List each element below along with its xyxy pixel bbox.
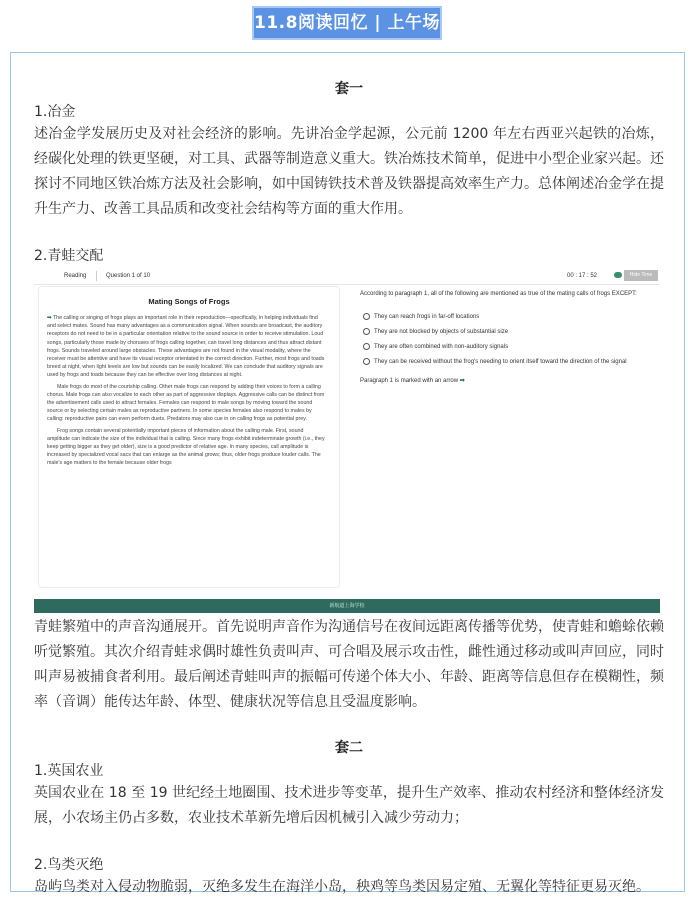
passage-paragraph-2: Male frogs do most of the courtship calling. Other male frogs can respond by adding their voices to form a calling chorus. Male frogs can also vocalize to each other as part of aggressive displays. Aggressive calls can be distinct from the advertisement calls used to attract females. Females can respond to male songs by moving toward the sound source or by selecting certain males as reproductive partners. In some species females also respond to males by calling: reproductive pairs can even perform duets. Predators may also cue in on calling frogs as potential prey. (47, 383, 325, 423)
embedded-test-screenshot (34, 268, 660, 613)
paragraph-note: Paragraph 1 is marked with an arrow ➡ (360, 378, 465, 384)
radio-icon (363, 343, 370, 350)
test-timer: 00 : 17 : 52 (567, 273, 598, 279)
set2-item2-title: 2.鸟类灭绝 (34, 857, 104, 873)
set1-item1-text: 述冶金学发展历史及对社会经济的影响。先讲冶金学起源，公元前 1200 年左右西亚兴起铁的冶炼，经碳化处理的铁更坚硬，对工具、武器等制造意义重大。铁冶炼技术简单，促进中小型企业家兴起。还探讨不同地区铁冶炼方法及社会影响，如中国铸铁技术普及铁器提高效率生产力。总体阐述冶金学在提升生产力、改善工具品质和改变社会结构等方面的重大作用。 (34, 126, 664, 217)
set1-item2-text: 青蛙繁殖中的声音沟通展开。首先说明声音作为沟通信号在夜间远距离传播等优势，使青蛙和蟾蜍依赖听觉繁殖。其次介绍青蛙求偶时雄性负责叫声、可合唱及展示攻击性，雌性通过移动或叫声回应，同时叫声易被捕食者利用。最后阐述青蛙叫声的振幅可传递个体大小、年龄、距离等信息但存在模糊性，频率（音调）能传达年龄、体型、健康状况等信息且受温度影响。 (34, 619, 664, 710)
set2-item1-title: 1.英国农业 (34, 763, 104, 779)
radio-icon (363, 328, 370, 335)
set2-item1-text: 英国农业在 18 至 19 世纪经土地圈围、技术进步等变革，提升生产效率、推动农村经济和整体经济发展，小农场主仍占多数，农业技术革新先增后因机械引入减少劳动力； (34, 785, 664, 826)
answer-option: They are often combined with non-auditory signals (360, 343, 650, 352)
test-question-counter: Question 1 of 10 (106, 273, 151, 279)
main-content (34, 60, 664, 900)
arrow-icon: ➡ (459, 378, 465, 384)
passage-paragraph-3: Frog songs contain several potentially important pieces of information about the calling male. First, sound amplitude can indicate the size of the individual that is calling. Since many frogs exhibit indeterminate growth (i.e., they keep getting bigger as they get older), size is a good predictor of relative age. In many species, call amplitude is increased by specialized vocal sacs that can enlarge as the animal grows; thus, older frogs produce louder calls. The male's age matters to the female because older frogs (47, 427, 325, 467)
set1-item2-title: 2.青蛙交配 (34, 248, 104, 264)
test-footer: 新航道上海学校 (34, 599, 660, 613)
page-banner: 11.8阅读回忆 | 上午场 (252, 6, 442, 40)
set2-item2-text: 岛屿鸟类对入侵动物脆弱，灭绝多发生在海洋小岛，秧鸡等鸟类因易定殖、无翼化等特征更易灭绝。 (34, 879, 650, 895)
question-stem: According to paragraph 1, all of the following are mentioned as true of the mating calls of frogs EXCEPT: (360, 291, 637, 297)
set1-title: 套一 (335, 81, 363, 97)
hide-time-button: Hide Time (624, 270, 658, 281)
passage-paragraph-1: ➡ The calling or singing of frogs plays an important role in their reproduction—specifically, in helping individuals find and select mates. Sound has many advantages as a communication signal. When sounds are broadcast, the auditory receptors do not need to be in a particular orientation relative to the sound source in order to receive stimulation. Loud songs, particularly those made by choruses of frogs calling together, can travel long distances and thus attract distant frogs. Sounds traveled around large obstacles. These advantages are not found in the visual modality, where the receiver must be attentive and have its visual receptor orientated in the correct direction. Further, most frogs and toads breed at night, when light levels are low but sounds can be easily localized. We can conclude that auditory signals are used by frogs and toads because they can be effective over long distances at night. (47, 315, 325, 379)
passage-panel (38, 286, 340, 588)
timer-toggle-icon (614, 272, 622, 278)
radio-icon (363, 358, 370, 365)
answer-option: They can reach frogs in far-off locations (360, 313, 650, 322)
answer-option: They are not blocked by objects of substantial size (360, 328, 650, 337)
paragraph-arrow-icon: ➡ (47, 315, 53, 321)
question-panel (360, 290, 650, 386)
set1-item1-title: 1.冶金 (34, 104, 76, 120)
test-section-label: Reading (64, 273, 87, 279)
set2-title: 套二 (335, 740, 363, 756)
answer-options (360, 313, 650, 367)
passage-title: Mating Songs of Frogs (148, 297, 230, 306)
test-topbar (34, 268, 660, 285)
radio-icon (363, 313, 370, 320)
passage-text (39, 314, 339, 468)
answer-option: They can be received without the frog's needing to orient itself toward the direction of the signal (360, 358, 650, 367)
